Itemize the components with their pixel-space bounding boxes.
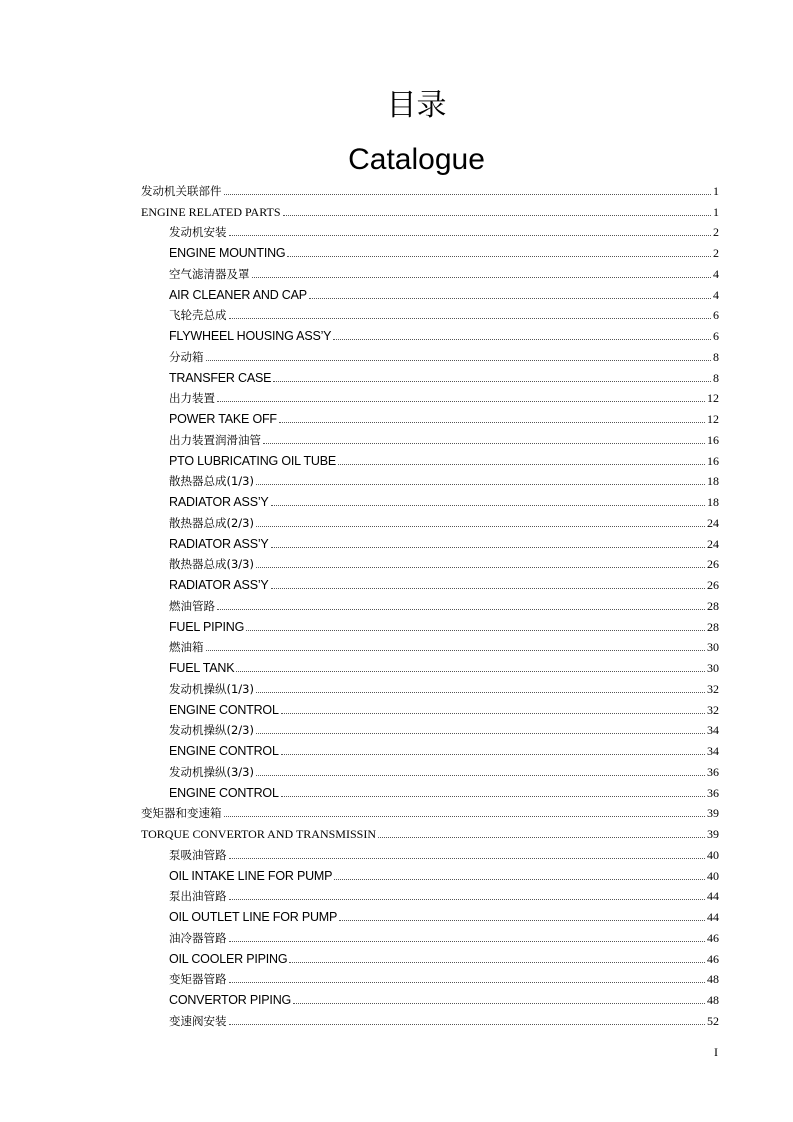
toc-entry-label: OIL OUTLET LINE FOR PUMP: [169, 910, 338, 924]
dot-leader: [229, 318, 712, 319]
dot-leader: [263, 443, 705, 444]
toc-entry-label: 发动机操纵(3/3): [169, 764, 254, 779]
toc-entry-page-number: 26: [707, 557, 719, 572]
toc-entry[interactable]: [0, 803, 793, 824]
toc-entry-label: 变矩器和变速箱: [141, 806, 222, 821]
toc-entry[interactable]: [0, 595, 793, 616]
toc-entry-label: ENGINE CONTROL: [169, 785, 279, 800]
toc-entry-page-number: 30: [707, 640, 719, 655]
toc-entry-page-number: 48: [707, 972, 719, 987]
toc-entry[interactable]: [0, 533, 793, 554]
dot-leader: [229, 899, 706, 900]
toc-entry-page-number: 24: [707, 536, 719, 551]
toc-entry[interactable]: [0, 1010, 793, 1031]
dot-leader: [229, 858, 706, 859]
toc-entry-label: ENGINE CONTROL: [169, 702, 279, 717]
table-of-contents: [0, 180, 793, 1031]
toc-entry-page-number: 24: [707, 515, 719, 530]
toc-entry-page-number: 2: [713, 225, 719, 240]
toc-entry-page-number: 46: [707, 930, 719, 945]
toc-entry-page-number: 26: [707, 578, 719, 592]
toc-entry[interactable]: [0, 305, 793, 326]
toc-entry[interactable]: [0, 574, 793, 595]
dot-leader: [334, 879, 705, 880]
toc-entry-page-number: 52: [707, 1013, 719, 1028]
toc-entry-label: 变矩器管路: [169, 972, 227, 987]
toc-entry-page-number: 48: [707, 993, 719, 1007]
dot-leader: [256, 775, 705, 776]
dot-leader: [229, 235, 712, 236]
toc-entry[interactable]: [0, 740, 793, 761]
footer-page-number: I: [714, 1045, 718, 1059]
dot-leader: [279, 422, 705, 423]
dot-leader: [206, 360, 712, 361]
toc-entry-page-number: 16: [707, 432, 719, 447]
toc-entry[interactable]: [0, 678, 793, 699]
toc-entry[interactable]: [0, 969, 793, 990]
toc-entry-label: 变速阀安装: [169, 1013, 227, 1028]
toc-entry-page-number: 2: [713, 246, 719, 260]
toc-entry-page-number: 4: [713, 266, 719, 281]
dot-leader: [256, 484, 705, 485]
dot-leader: [338, 464, 705, 465]
toc-entry-page-number: 36: [707, 785, 719, 800]
toc-entry-label: 发动机关联部件: [141, 183, 222, 198]
toc-entry-page-number: 4: [713, 287, 719, 302]
dot-leader: [229, 941, 706, 942]
toc-entry[interactable]: [0, 927, 793, 948]
toc-entry-label: 发动机操纵(1/3): [169, 681, 254, 696]
dot-leader: [281, 796, 705, 797]
toc-entry[interactable]: [0, 367, 793, 388]
toc-entry[interactable]: [0, 429, 793, 450]
dot-leader: [224, 194, 712, 195]
toc-entry-label: OIL INTAKE LINE FOR PUMP: [169, 868, 333, 883]
toc-entry-label: 出力装置: [169, 391, 215, 406]
toc-entry[interactable]: [0, 242, 793, 263]
toc-entry-label: 散热器总成(1/3): [169, 474, 254, 489]
dot-leader: [217, 401, 705, 402]
dot-leader: [236, 671, 705, 672]
toc-entry-label: RADIATOR ASS’Y: [169, 495, 269, 509]
toc-entry[interactable]: [0, 844, 793, 865]
toc-entry-label: 油冷器管路: [169, 930, 227, 945]
toc-entry-label: 散热器总成(2/3): [169, 515, 254, 530]
toc-entry[interactable]: [0, 263, 793, 284]
toc-entry-label: 发动机安装: [169, 225, 227, 240]
toc-entry-page-number: 39: [707, 806, 719, 821]
dot-leader: [283, 215, 711, 216]
dot-leader: [333, 339, 711, 340]
dot-leader: [293, 1003, 705, 1004]
toc-entry-page-number: 39: [707, 827, 719, 841]
toc-entry[interactable]: [0, 823, 793, 844]
toc-entry-page-number: 44: [707, 889, 719, 904]
toc-entry-label: ENGINE MOUNTING: [169, 246, 286, 260]
dot-leader: [271, 547, 705, 548]
toc-entry-label: 泵吸油管路: [169, 847, 227, 862]
dot-leader: [339, 920, 705, 921]
toc-entry-label: 飞轮壳总成: [169, 308, 227, 323]
dot-leader: [271, 505, 705, 506]
toc-entry[interactable]: [0, 782, 793, 803]
toc-entry-page-number: 40: [707, 847, 719, 862]
dot-leader: [252, 277, 712, 278]
toc-entry[interactable]: [0, 180, 793, 201]
toc-entry-label: POWER TAKE OFF: [169, 412, 277, 426]
toc-entry-page-number: 32: [707, 681, 719, 696]
toc-entry-page-number: 1: [713, 183, 719, 198]
toc-entry[interactable]: [0, 554, 793, 575]
toc-entry[interactable]: [0, 284, 793, 305]
toc-entry-page-number: 6: [713, 308, 719, 323]
dot-leader: [271, 588, 705, 589]
toc-entry[interactable]: [0, 637, 793, 658]
toc-entry[interactable]: [0, 720, 793, 741]
toc-entry-page-number: 40: [707, 868, 719, 883]
toc-entry[interactable]: [0, 512, 793, 533]
toc-entry-page-number: 34: [707, 723, 719, 738]
toc-entry-label: FUEL TANK: [169, 661, 235, 675]
toc-entry[interactable]: [0, 388, 793, 409]
page-title-chinese: 目录: [386, 88, 447, 123]
toc-entry-label: PTO LUBRICATING OIL TUBE: [169, 453, 336, 468]
toc-entry-label: 空气滤清器及罩: [169, 266, 250, 281]
dot-leader: [229, 982, 706, 983]
toc-entry-label: AIR CLEANER AND CAP: [169, 287, 307, 302]
toc-entry-label: TORQUE CONVERTOR AND TRANSMISSIN: [141, 827, 376, 841]
toc-entry-label: RADIATOR ASS’Y: [169, 536, 269, 551]
dot-leader: [256, 733, 705, 734]
toc-entry-page-number: 18: [707, 495, 719, 509]
toc-entry-label: FLYWHEEL HOUSING ASS’Y: [169, 329, 332, 343]
dot-leader: [378, 837, 705, 838]
dot-leader: [256, 692, 705, 693]
toc-entry-label: ENGINE RELATED PARTS: [141, 204, 281, 219]
toc-entry-page-number: 28: [707, 598, 719, 613]
toc-entry-label: TRANSFER CASE: [169, 370, 272, 385]
toc-entry-label: FUEL PIPING: [169, 619, 245, 634]
toc-entry-label: RADIATOR ASS’Y: [169, 578, 269, 592]
toc-entry-label: 分动箱: [169, 349, 204, 364]
toc-entry[interactable]: [0, 886, 793, 907]
dot-leader: [246, 630, 705, 631]
toc-entry[interactable]: [0, 408, 793, 429]
toc-entry-page-number: 1: [713, 204, 719, 219]
toc-entry-label: 泵出油管路: [169, 889, 227, 904]
toc-entry-label: 燃油管路: [169, 598, 215, 613]
toc-entry[interactable]: [0, 346, 793, 367]
dot-leader: [287, 256, 711, 257]
page-title-english: Catalogue: [348, 143, 485, 176]
toc-entry-page-number: 12: [707, 412, 719, 426]
toc-entry[interactable]: [0, 761, 793, 782]
toc-entry-page-number: 34: [707, 744, 719, 758]
toc-entry-label: 发动机操纵(2/3): [169, 723, 254, 738]
toc-entry[interactable]: [0, 616, 793, 637]
toc-entry[interactable]: [0, 989, 793, 1010]
toc-entry[interactable]: [0, 491, 793, 512]
dot-leader: [217, 609, 705, 610]
toc-entry-page-number: 16: [707, 453, 719, 468]
toc-entry-label: CONVERTOR PIPING: [169, 993, 292, 1007]
toc-entry-label: ENGINE CONTROL: [169, 744, 279, 758]
toc-entry[interactable]: [0, 948, 793, 969]
dot-leader: [281, 754, 705, 755]
toc-entry-label: OIL COOLER PIPING: [169, 951, 288, 966]
toc-entry[interactable]: [0, 865, 793, 886]
dot-leader: [289, 962, 705, 963]
toc-entry-page-number: 8: [713, 349, 719, 364]
toc-entry[interactable]: [0, 471, 793, 492]
toc-entry-label: 出力装置润滑油管: [169, 432, 261, 447]
dot-leader: [256, 567, 705, 568]
toc-entry-label: 燃油箱: [169, 640, 204, 655]
toc-entry[interactable]: [0, 201, 793, 222]
dot-leader: [229, 1024, 706, 1025]
toc-entry[interactable]: [0, 222, 793, 243]
toc-entry-page-number: 6: [713, 329, 719, 343]
toc-entry[interactable]: [0, 906, 793, 927]
toc-entry-page-number: 32: [707, 702, 719, 717]
toc-entry[interactable]: [0, 450, 793, 471]
dot-leader: [206, 650, 706, 651]
toc-entry[interactable]: [0, 657, 793, 678]
toc-entry-page-number: 46: [707, 951, 719, 966]
dot-leader: [256, 526, 705, 527]
toc-entry-page-number: 28: [707, 619, 719, 634]
toc-entry-page-number: 44: [707, 910, 719, 924]
toc-entry[interactable]: [0, 699, 793, 720]
toc-entry-page-number: 36: [707, 764, 719, 779]
toc-entry[interactable]: [0, 325, 793, 346]
toc-entry-label: 散热器总成(3/3): [169, 557, 254, 572]
dot-leader: [273, 381, 711, 382]
dot-leader: [224, 816, 706, 817]
dot-leader: [281, 713, 705, 714]
toc-entry-page-number: 18: [707, 474, 719, 489]
toc-entry-page-number: 12: [707, 391, 719, 406]
toc-entry-page-number: 8: [713, 370, 719, 385]
toc-entry-page-number: 30: [707, 661, 719, 675]
dot-leader: [309, 298, 711, 299]
